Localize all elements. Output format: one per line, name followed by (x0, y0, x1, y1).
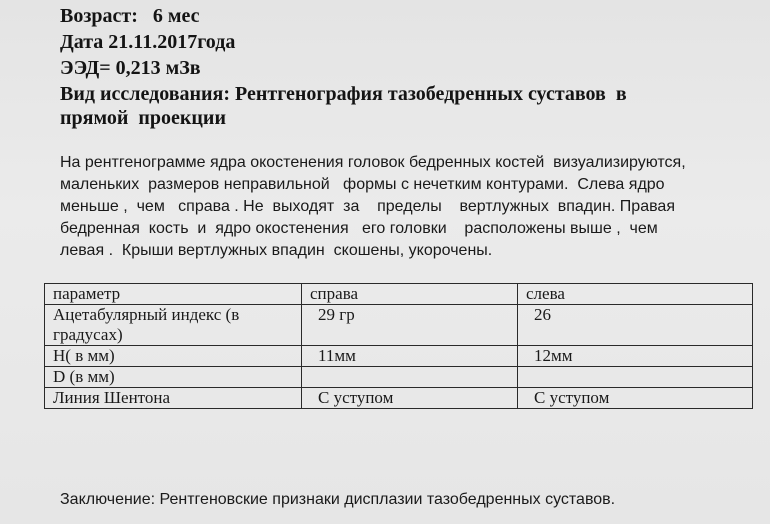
value-text: С уступом (318, 388, 394, 407)
row-left-value (518, 367, 753, 388)
value-text: 12мм (534, 346, 573, 365)
value-text: 26 (534, 305, 551, 324)
header-left: слева (518, 284, 753, 305)
row-parameter: D (в мм) (45, 367, 302, 388)
row-parameter: Ацетабулярный индекс (в градусах) (45, 305, 302, 346)
row-parameter: Линия Шентона (45, 388, 302, 409)
table-row (45, 305, 753, 346)
row-left-value (518, 346, 753, 367)
effective-dose: ЭЭД= 0,213 мЗв (60, 57, 201, 79)
table-row (45, 346, 753, 367)
row-parameter: H( в мм) (45, 346, 302, 367)
patient-age: Возраст: 6 мес (60, 5, 200, 27)
table-header-row (45, 284, 753, 305)
header-right: справа (302, 284, 518, 305)
value-text: 29 гр (318, 305, 355, 324)
row-left-value (518, 305, 753, 346)
findings-line: левая . Крыши вертлужных впадин скошены, укорочены. (60, 242, 493, 259)
row-right-value (302, 346, 518, 367)
findings-line: На рентгенограмме ядра окостенения головок бедренных костей визуализируются, (60, 154, 686, 171)
row-right-value (302, 305, 518, 346)
header-parameter: параметр (45, 284, 302, 305)
row-right-value (302, 388, 518, 409)
findings-line: бедренная кость и ядро окостенения его головки расположены выше , чем (60, 220, 658, 237)
value-text: С уступом (534, 388, 610, 407)
value-text: 11мм (318, 346, 356, 365)
table-row (45, 388, 753, 409)
study-type-line2: прямой проекции (60, 107, 226, 129)
row-left-value (518, 388, 753, 409)
findings-line: маленьких размеров неправильной формы с нечетким контурами. Слева ядро (60, 176, 665, 193)
study-date: Дата 21.11.2017года (60, 31, 236, 53)
conclusion-text: Заключение: Рентгеновские признаки дисплазии тазобедренных суставов. (60, 491, 616, 508)
measurements-table (44, 283, 753, 409)
study-type-line1: Вид исследования: Рентгенография тазобедренных суставов в (60, 83, 627, 105)
table-row (45, 367, 753, 388)
findings-paragraph (60, 152, 750, 262)
row-right-value (302, 367, 518, 388)
findings-line: меньше , чем справа . Не выходят за пределы вертлужных впадин. Правая (60, 198, 675, 215)
